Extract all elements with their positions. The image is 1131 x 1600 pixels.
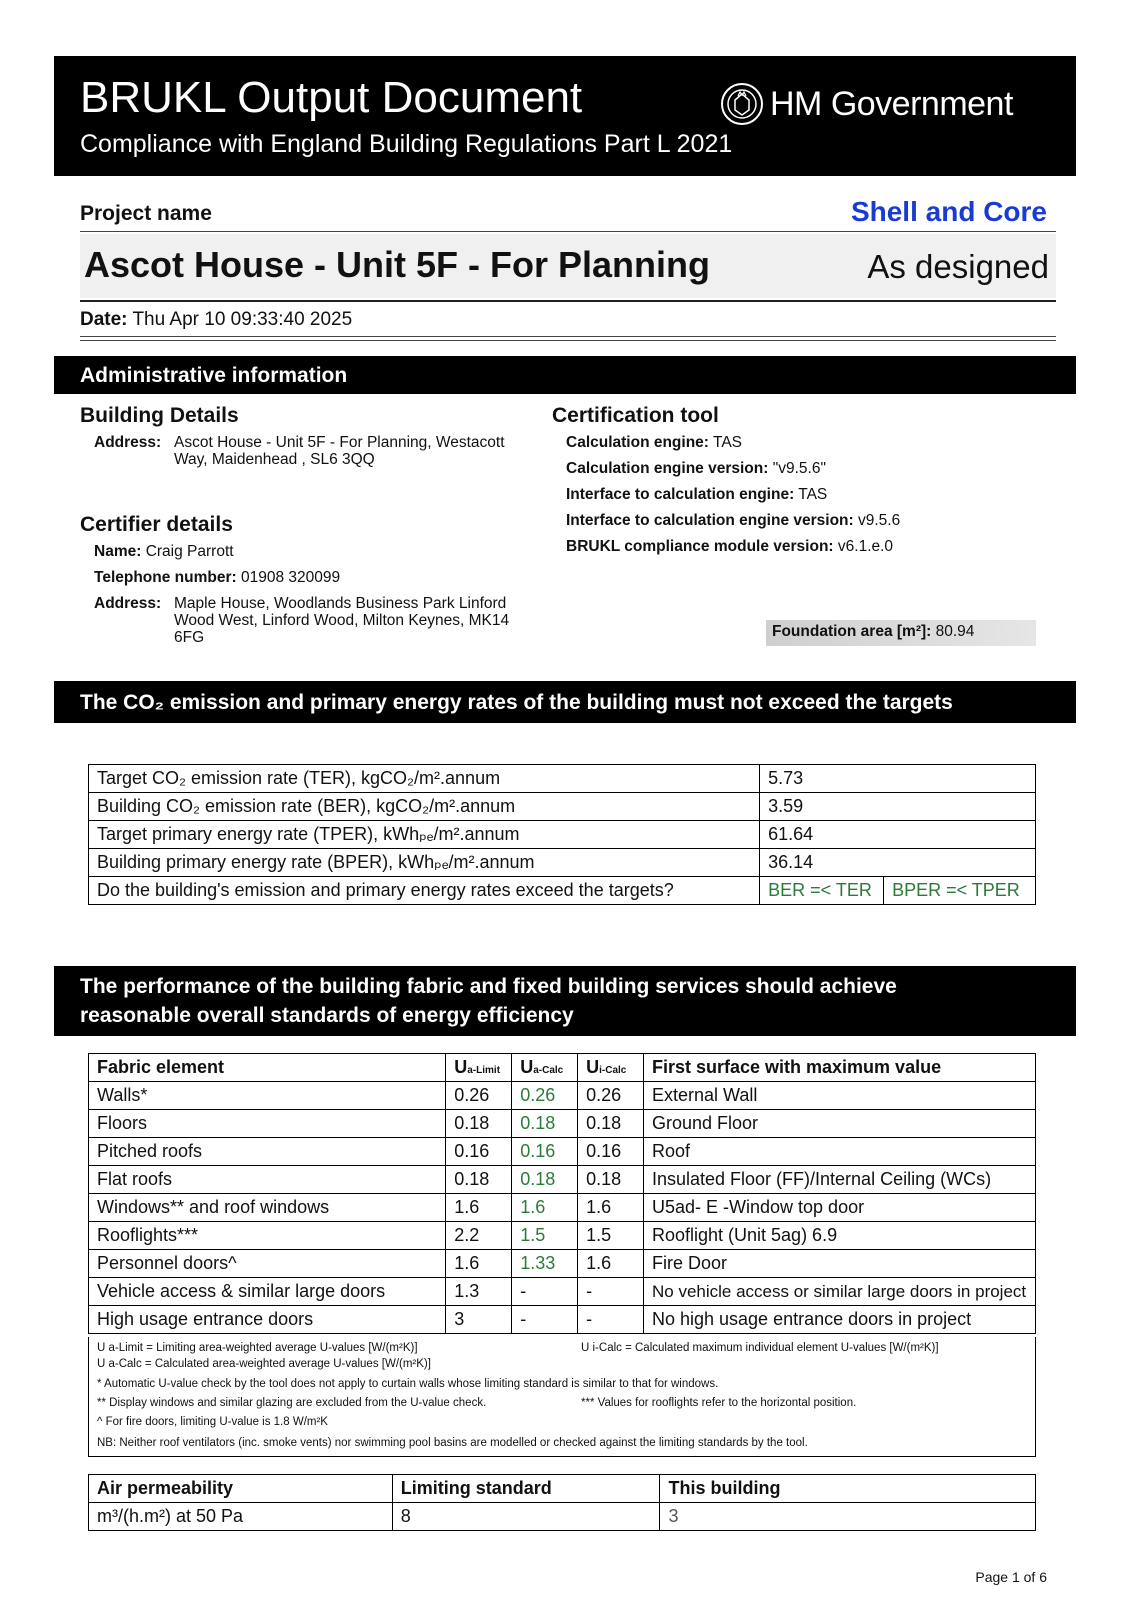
air-permeability-table (88, 1474, 1036, 1531)
tool-item-value: v9.5.6 (858, 512, 901, 529)
note-u-acalc: U a-Calc = Calculated area-weighted average U-values [W/(m²K)] (97, 1358, 431, 1370)
u-limit-value: 1.6 (446, 1194, 512, 1222)
surface-value: Insulated Floor (FF)/Internal Ceiling (WCs) (643, 1166, 1035, 1194)
surface-value: Roof (643, 1138, 1035, 1166)
emissions-heading-bar (54, 681, 1076, 723)
fabric-heading-bar (54, 966, 1076, 1036)
admin-heading: Administrative information (80, 364, 348, 387)
certification-tool-heading: Certification tool (552, 404, 719, 427)
date-value: Thu Apr 10 09:33:40 2025 (132, 309, 353, 330)
u-icalc-value: 0.26 (578, 1082, 644, 1110)
u-acalc-value: 0.26 (512, 1082, 578, 1110)
tool-item-label: Calculation engine: (566, 434, 709, 451)
col-header-u-acalc (512, 1054, 578, 1082)
project-name-label: Project name (80, 202, 212, 225)
note-rooflights: *** Values for rooflights refer to the horizontal position. (581, 1397, 857, 1409)
address-label: Address: (94, 595, 162, 612)
fabric-element: Personnel doors^ (89, 1250, 446, 1278)
table-row (89, 849, 1036, 877)
table-row (89, 1166, 1036, 1194)
tool-item-value: TAS (713, 434, 742, 451)
tool-item (566, 512, 900, 530)
surface-value: Ground Floor (643, 1110, 1035, 1138)
fabric-element: Rooflights*** (89, 1222, 446, 1250)
table-header-row (89, 1475, 1036, 1503)
u-limit-value: 1.3 (446, 1278, 512, 1306)
tool-item-label: BRUKL compliance module version: (566, 538, 834, 555)
result-ber: BER =< TER (760, 877, 884, 905)
table-row (89, 1278, 1036, 1306)
project-date (80, 309, 352, 331)
tool-item (566, 538, 893, 556)
air-header-this: This building (660, 1475, 1036, 1503)
surface-value: External Wall (643, 1082, 1035, 1110)
building-address-line1: Ascot House - Unit 5F - For Planning, Westacott (174, 434, 505, 451)
u-acalc-value: 0.18 (512, 1166, 578, 1194)
fabric-heading-line2: reasonable overall standards of energy efficiency (80, 1004, 574, 1027)
u-limit-value: 0.16 (446, 1138, 512, 1166)
u-icalc-value: 0.18 (578, 1110, 644, 1138)
fabric-element: Flat roofs (89, 1166, 446, 1194)
fabric-heading-line1: The performance of the building fabric and fixed building services should achieve (80, 975, 897, 998)
foundation-area (766, 620, 1036, 646)
u-symbol: U (454, 1057, 468, 1077)
u-acalc-value: - (512, 1306, 578, 1334)
date-label: Date: (80, 309, 128, 330)
table-row (89, 1138, 1036, 1166)
admin-heading-bar (54, 356, 1076, 394)
u-acalc-value: 0.16 (512, 1138, 578, 1166)
col-header-u-icalc (578, 1054, 644, 1082)
u-symbol: U (520, 1057, 534, 1077)
emissions-label: Target primary energy rate (TPER), kWhₚₑ/m².annum (89, 821, 760, 849)
certifier-phone-label: Telephone number: (94, 569, 237, 586)
u-limit-value: 1.6 (446, 1250, 512, 1278)
surface-value: U5ad- E -Window top door (643, 1194, 1035, 1222)
result-bper: BPER =< TPER (884, 877, 1036, 905)
air-unit: m³/(h.m²) at 50 Pa (89, 1503, 393, 1531)
u-acalc-value: 0.18 (512, 1110, 578, 1138)
certifier-name-value: Craig Parrott (145, 543, 234, 560)
document-subtitle: Compliance with England Building Regulations Part L 2021 (80, 130, 733, 158)
table-row (89, 877, 1036, 905)
u-limit-value: 2.2 (446, 1222, 512, 1250)
emissions-heading: The CO₂ emission and primary energy rates of the building must not exceed the targets (80, 691, 953, 714)
u-acalc-value: 1.5 (512, 1222, 578, 1250)
col-header-surface: First surface with maximum value (643, 1054, 1035, 1082)
notes-box (88, 1337, 1036, 1457)
hm-government-logo (720, 82, 1013, 126)
fabric-element: Windows** and roof windows (89, 1194, 446, 1222)
u-icalc-value: - (578, 1278, 644, 1306)
fabric-element: Floors (89, 1110, 446, 1138)
tool-item (566, 460, 826, 478)
emissions-label: Building primary energy rate (BPER), kWhₚₑ/m².annum (89, 849, 760, 877)
note-u-limit: U a-Limit = Limiting area-weighted average U-values [W/(m²K)] (97, 1342, 418, 1354)
table-row (89, 1082, 1036, 1110)
u-limit-value: 3 (446, 1306, 512, 1334)
fabric-table (88, 1053, 1036, 1334)
document-title: BRUKL Output Document (80, 73, 583, 122)
u-symbol: U (586, 1057, 600, 1077)
emissions-value: 5.73 (760, 765, 1036, 793)
table-header-row (89, 1054, 1036, 1082)
air-this-value: 3 (660, 1503, 1036, 1531)
u-subscript: a-Limit (467, 1065, 501, 1076)
fabric-element: Vehicle access & similar large doors (89, 1278, 446, 1306)
certifier-address-line1: Maple House, Woodlands Business Park Linford (174, 595, 507, 612)
table-row (89, 765, 1036, 793)
surface-value: No vehicle access or similar large doors in project (643, 1278, 1035, 1306)
page-number: Page 1 of 6 (975, 1569, 1047, 1585)
table-row (89, 1503, 1036, 1531)
certifier-address-line2: Wood West, Linford Wood, Milton Keynes, MK14 (174, 612, 510, 629)
note-display-windows: ** Display windows and similar glazing are excluded from the U-value check. (97, 1397, 487, 1409)
emissions-value: 3.59 (760, 793, 1036, 821)
note-curtain-walls: * Automatic U-value check by the tool does not apply to curtain walls whose limiting standard is similar to that for windows. (97, 1378, 719, 1390)
emissions-label: Target CO₂ emission rate (TER), kgCO₂/m².annum (89, 765, 760, 793)
building-address-line2: Way, Maidenhead , SL6 3QQ (174, 451, 375, 468)
fabric-element: Walls* (89, 1082, 446, 1110)
u-icalc-value: 0.16 (578, 1138, 644, 1166)
table-row (89, 1222, 1036, 1250)
certifier-name (94, 543, 234, 561)
table-row (89, 821, 1036, 849)
air-header-limit: Limiting standard (392, 1475, 660, 1503)
emissions-value: 61.64 (760, 821, 1036, 849)
air-limit-value: 8 (392, 1503, 660, 1531)
divider (80, 336, 1056, 337)
tool-item (566, 434, 742, 452)
foundation-area-label: Foundation area [m²]: (772, 623, 932, 640)
u-acalc-value: 1.33 (512, 1250, 578, 1278)
divider (80, 231, 1056, 232)
certifier-address-line3: 6FG (174, 629, 205, 646)
u-limit-value: 0.18 (446, 1166, 512, 1194)
building-address-label (94, 434, 161, 452)
u-acalc-value: - (512, 1278, 578, 1306)
u-icalc-value: 1.6 (578, 1250, 644, 1278)
certifier-phone-value: 01908 320099 (240, 569, 341, 586)
tool-item-value: "v9.5.6" (772, 460, 826, 477)
royal-crest-icon (720, 82, 764, 126)
emissions-label: Building CO₂ emission rate (BER), kgCO₂/m².annum (89, 793, 760, 821)
col-header-element: Fabric element (89, 1054, 446, 1082)
u-icalc-value: 1.5 (578, 1222, 644, 1250)
u-subscript: i-Calc (599, 1065, 627, 1076)
note-fire-doors: ^ For fire doors, limiting U-value is 1.8 W/m²K (97, 1416, 328, 1428)
col-header-u-limit (446, 1054, 512, 1082)
project-title: Ascot House - Unit 5F - For Planning (84, 244, 711, 285)
table-row (89, 1194, 1036, 1222)
emissions-question: Do the building's emission and primary energy rates exceed the targets? (89, 877, 760, 905)
fabric-element: High usage entrance doors (89, 1306, 446, 1334)
certifier-phone (94, 569, 340, 587)
air-header-label: Air permeability (89, 1475, 393, 1503)
table-row (89, 1250, 1036, 1278)
project-type: Shell and Core (850, 196, 1047, 227)
surface-value: Fire Door (643, 1250, 1035, 1278)
tool-item (566, 486, 827, 504)
table-row (89, 793, 1036, 821)
project-stage: As designed (867, 248, 1049, 285)
emissions-table (88, 764, 1036, 905)
table-row (89, 1110, 1036, 1138)
note-u-icalc: U i-Calc = Calculated maximum individual element U-values [W/(m²K)] (581, 1342, 939, 1354)
divider (80, 300, 1056, 302)
certifier-name-label: Name: (94, 543, 142, 560)
certifier-address-label (94, 595, 161, 613)
table-row (89, 1306, 1036, 1334)
surface-value: No high usage entrance doors in project (643, 1306, 1035, 1334)
tool-item-label: Interface to calculation engine: (566, 486, 795, 503)
document-banner (54, 56, 1076, 176)
u-icalc-value: 1.6 (578, 1194, 644, 1222)
tool-item-value: TAS (798, 486, 828, 503)
fabric-element: Pitched roofs (89, 1138, 446, 1166)
u-icalc-value: - (578, 1306, 644, 1334)
tool-item-value: v6.1.e.0 (837, 538, 894, 555)
building-details-heading: Building Details (80, 404, 239, 427)
hm-government-text: HM Government (770, 85, 1013, 123)
surface-value: Rooflight (Unit 5ag) 6.9 (643, 1222, 1035, 1250)
divider (80, 340, 1056, 341)
u-acalc-value: 1.6 (512, 1194, 578, 1222)
tool-item-label: Interface to calculation engine version: (566, 512, 854, 529)
note-nb: NB: Neither roof ventilators (inc. smoke vents) nor swimming pool basins are modelled or checked against the limiting standards by the tool. (97, 1437, 808, 1449)
address-label: Address: (94, 434, 162, 451)
u-icalc-value: 0.18 (578, 1166, 644, 1194)
u-limit-value: 0.26 (446, 1082, 512, 1110)
foundation-area-value: 80.94 (935, 623, 975, 640)
tool-item-label: Calculation engine version: (566, 460, 769, 477)
emissions-value: 36.14 (760, 849, 1036, 877)
u-subscript: a-Calc (533, 1065, 564, 1076)
u-limit-value: 0.18 (446, 1110, 512, 1138)
certifier-heading: Certifier details (80, 513, 233, 536)
